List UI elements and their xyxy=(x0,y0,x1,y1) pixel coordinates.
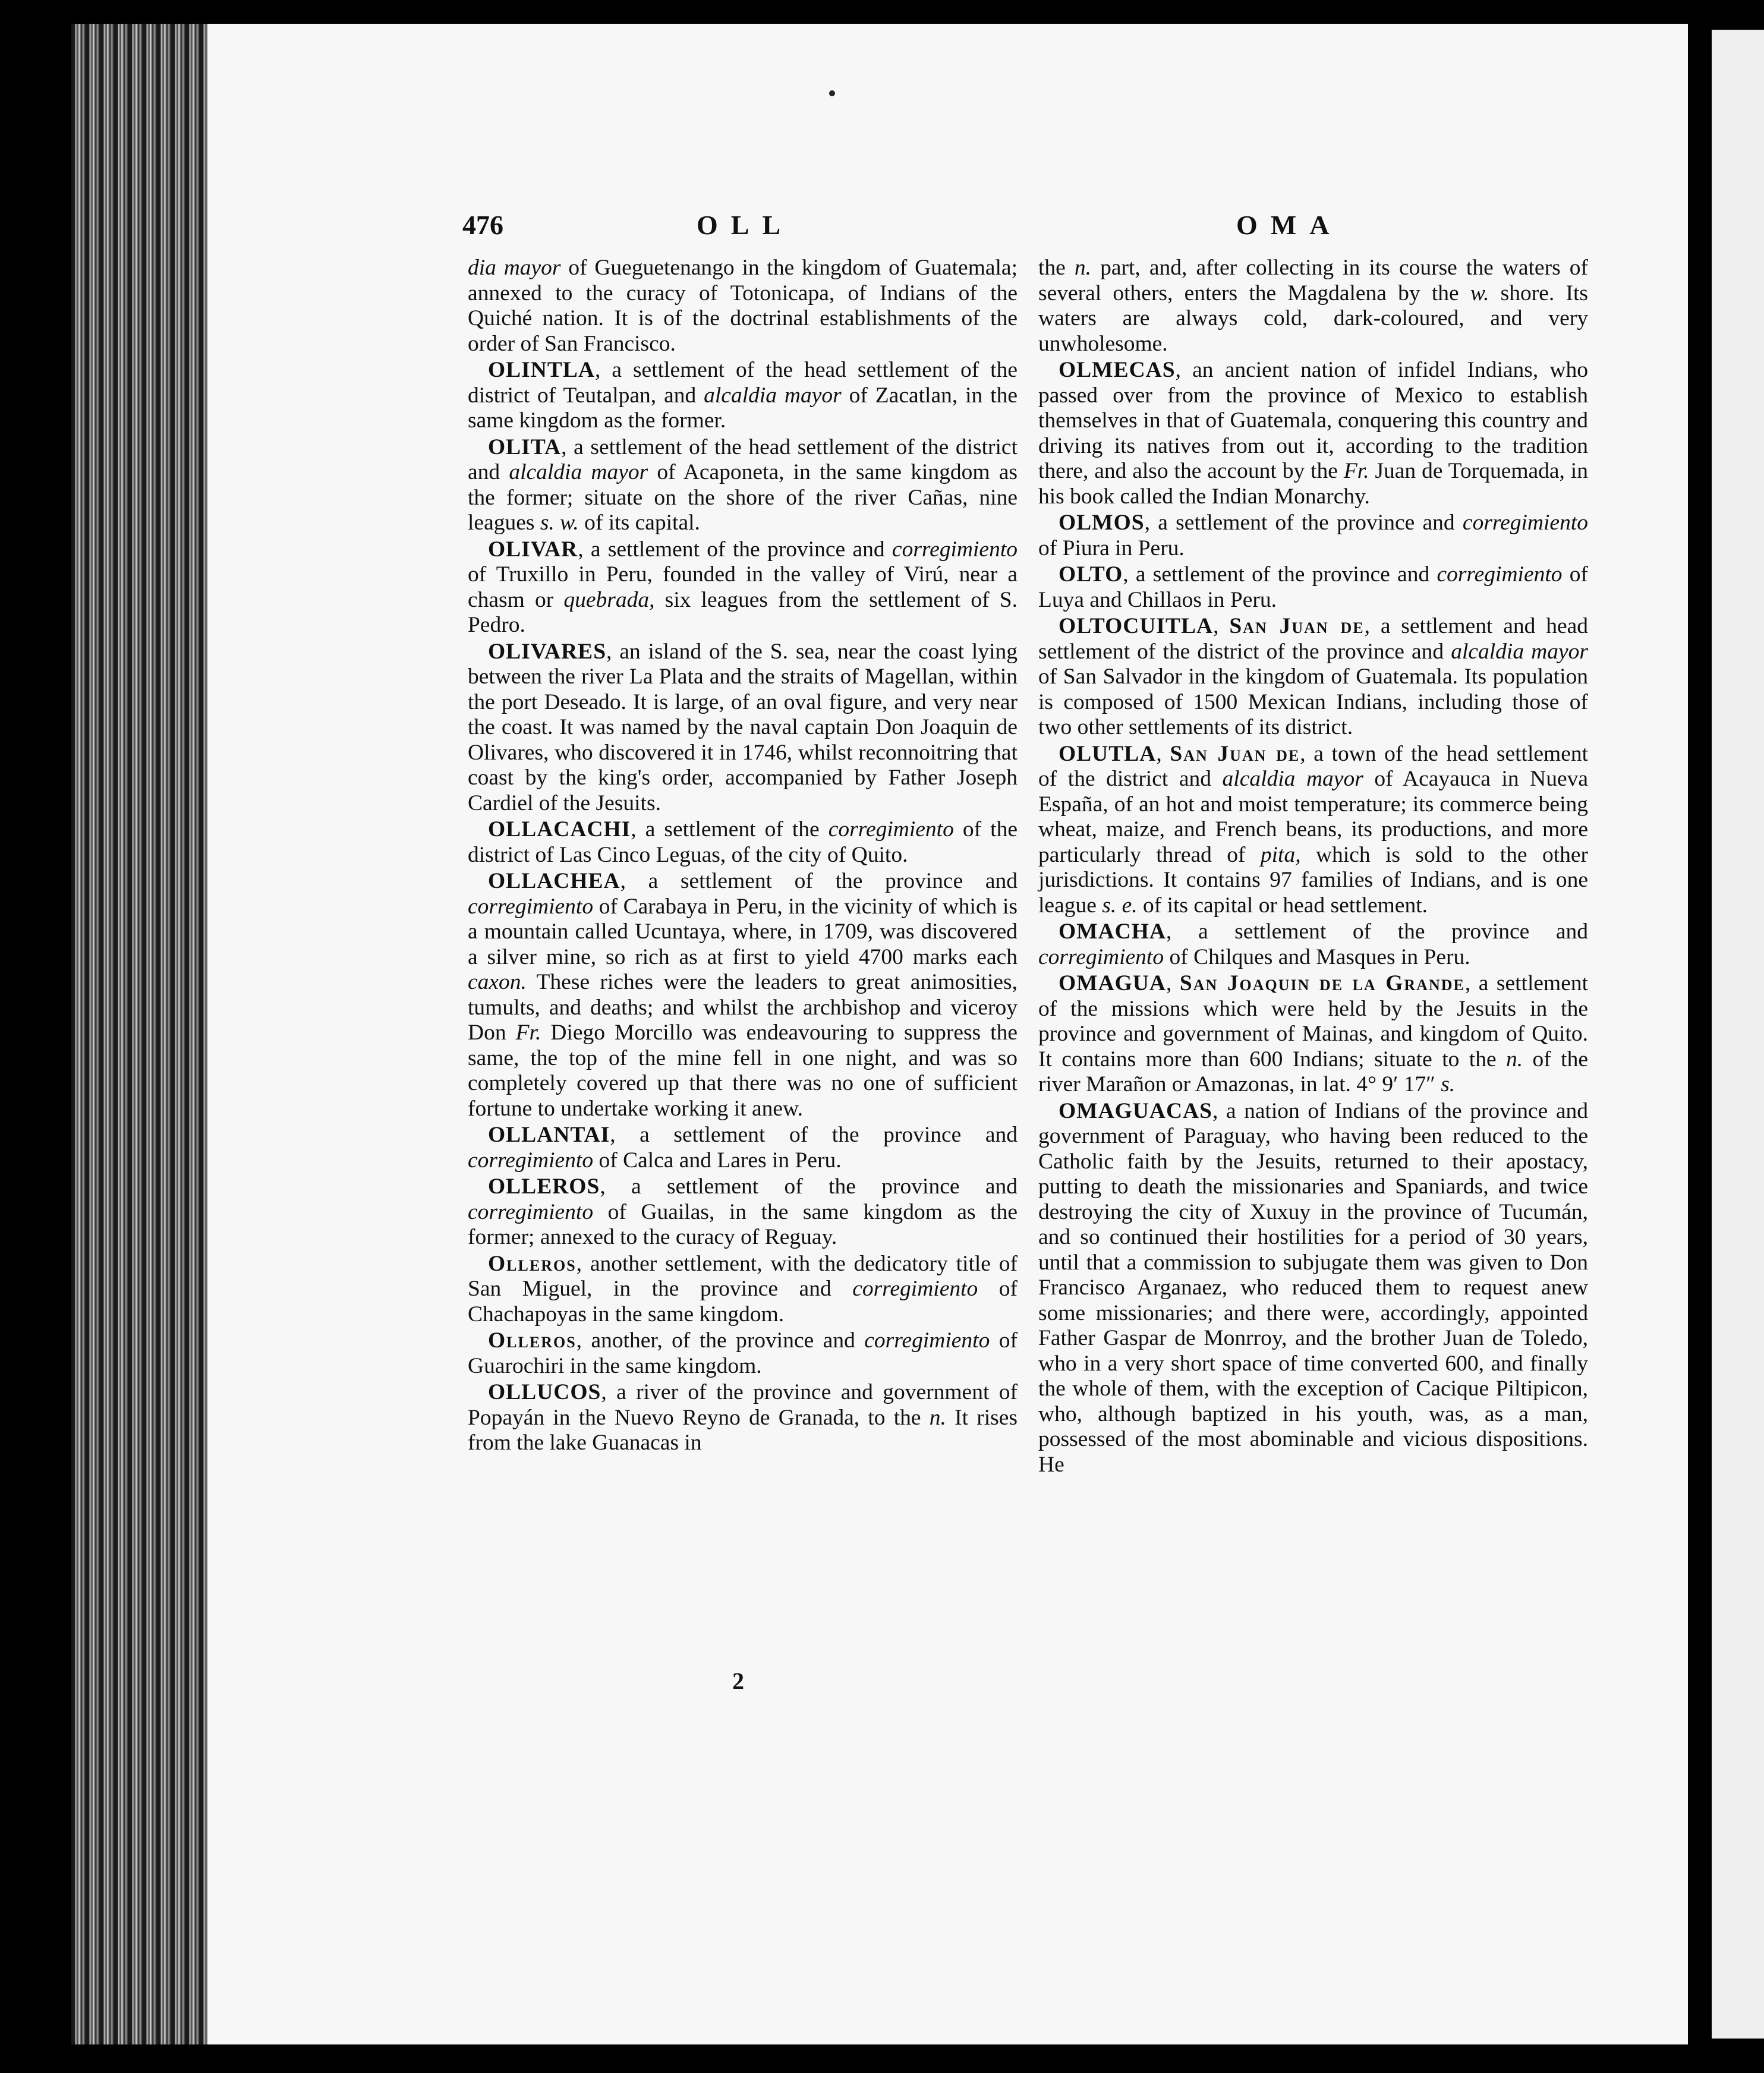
entry-headword: OLLUCOS xyxy=(488,1380,601,1404)
entry-text: , a river of the province and government of Popayán in the Nuevo Reyno de Granada, to the xyxy=(468,1380,1018,1430)
italic-term: Fr. xyxy=(1343,459,1369,483)
entry-text: , a settlement of the province and xyxy=(1166,919,1588,944)
italic-term: alcaldia mayor xyxy=(1451,639,1588,664)
italic-term: corregimiento xyxy=(468,894,594,919)
entry-text: , a settlement of the province and xyxy=(1123,562,1437,587)
entry-subhead: San Juan de xyxy=(1170,741,1300,766)
italic-term: corregimiento xyxy=(892,537,1018,562)
entry-headword: OLLEROS xyxy=(488,1174,600,1199)
dictionary-entry: OLTOCUITLA, San Juan de, a settlement and head settlement of the district of the province and alcaldia mayor of San Salvador in the kingdom of Guatemala. Its population is composed of 1500 Mexican Indians, including those of two other settlements of its district. xyxy=(1038,614,1589,739)
dictionary-entry xyxy=(1038,511,1588,561)
entry-text: six leagues from the settlement of S. Pedro. xyxy=(468,587,1018,637)
entry-text: It rises from the lake Guanacas in xyxy=(468,1405,1018,1455)
entry-headword: Olleros xyxy=(488,1328,577,1353)
entry-headword: OLITA xyxy=(488,434,562,459)
entry-text: of Carabaya in Peru, in the vicinity of which is a mountain called Ucuntaya, where, in 1709, was discovered a silver mine, so rich as at first to yield 4700 marks each xyxy=(468,894,1018,969)
entry-headword: OLLACACHI xyxy=(488,817,631,842)
dictionary-entry xyxy=(1038,1099,1588,1478)
dictionary-entry: OMAGUA, San Joaquin de la Grande, a settlement of the missions which were held by the Jesuits in the province and government of Mainas, and kingdom of Quito. It contains more than 600 Indians; situate to the n. of the river Marañon or Amazonas, in lat. 4° 9′ 17″ s. xyxy=(1038,971,1589,1097)
entry-text: , a settlement of the head settlement of the district and xyxy=(468,434,1018,484)
entry-subhead: San Joaquin de la Grande xyxy=(1179,971,1465,995)
entry-text: , another settlement, with the dedicatory title of San Miguel, in the province and xyxy=(468,1251,1018,1301)
dictionary-entry xyxy=(468,1174,1018,1250)
entry-text: which is sold to the other jurisdictions. It contains 97 families of Indians, and is one league xyxy=(1038,842,1588,918)
dictionary-entry xyxy=(468,1328,1018,1379)
dictionary-entry xyxy=(468,869,1018,1121)
entry-headword: OLIVARES xyxy=(488,639,607,664)
right-column xyxy=(1038,256,1588,1479)
italic-term: s. w. xyxy=(540,511,579,535)
italic-term: dia mayor xyxy=(468,256,561,280)
italic-term: pita, xyxy=(1260,842,1301,867)
dictionary-entry xyxy=(468,1123,1018,1173)
entry-text: of Piura in Peru. xyxy=(1038,535,1185,560)
italic-term: s. xyxy=(1441,1072,1456,1097)
italic-term: quebrada, xyxy=(563,587,655,612)
entry-text: Juan de Torquemada, in his book called the Indian Monarchy. xyxy=(1038,459,1588,509)
entry-text: of Acaponeta, in the same kingdom as the former; situate on the shore of the river Cañas, nine leagues xyxy=(468,460,1018,535)
italic-term: corregimiento xyxy=(864,1328,990,1353)
entry-text: These riches were the leaders to great animosities, tumults, and deaths; and whilst the archbishop and viceroy Don xyxy=(468,970,1018,1045)
running-head-right: OMA xyxy=(1236,210,1343,240)
scan-border-left xyxy=(0,0,71,2073)
dictionary-entry: OLUTLA, San Juan de, a town of the head settlement of the district and alcaldia mayor of Acayauca in Nueva España, of an hot and moist temperature; its commerce being wheat, maize, and French beans, its productions, and more particularly thread of pita, which is sold to the other jurisdictions. It contains 97 families of Indians, and is one league s. e. of its capital or head settlement. xyxy=(1038,741,1589,918)
italic-term: corregimiento xyxy=(468,1199,594,1224)
entry-headword: OMAGUA xyxy=(1059,971,1166,995)
entry-headword: OLINTLA xyxy=(488,358,595,382)
italic-term: w. xyxy=(1470,281,1489,305)
entry-text: , a nation of Indians of the province and government of Paraguay, who having been reduced to the Catholic faith by the Jesuits, returned to their apostacy, putting to death the missionaries and Spaniards, and twice destroying the city of Xuxuy in the province of Tucumán, and so continued their hostilities for a period of 30 years, until that a commission to subjugate them was given to Don Francisco Arganaez, who reduced them to request anew some missionaries; and there were, accordingly, appointed Father Gaspar de Monrroy, and the brother Juan de Toledo, who in a very short space of time converted 600, and finally the whole of them, with the exception of Cacique Piltipicon, who, although baptized in his youth, was, as a man, possessed of the most abominable and vicious dispositions. He xyxy=(1038,1098,1588,1477)
entry-headword: OLTO xyxy=(1059,562,1123,587)
italic-term: corregimiento xyxy=(1038,944,1164,969)
entry-text: of Zacatlan, in the same kingdom as the former. xyxy=(468,383,1018,433)
entry-text: , a settlement of the province and xyxy=(600,1174,1018,1199)
dictionary-entry xyxy=(468,256,1018,357)
running-head-left: OLL xyxy=(697,210,794,240)
entry-text: of its capital or head settlement. xyxy=(1137,893,1428,918)
page-number: 476 xyxy=(462,210,503,240)
entry-headword: OMAGUACAS xyxy=(1059,1098,1212,1123)
entry-text: part, and, after collecting in its course the waters of several others, enters the Magdalena by the xyxy=(1038,256,1588,305)
dictionary-entry xyxy=(468,435,1018,536)
left-column xyxy=(468,256,1018,1457)
italic-term: n. xyxy=(929,1405,946,1430)
entry-text: , a settlement of the province and xyxy=(610,1123,1018,1147)
dictionary-entry xyxy=(1038,358,1588,509)
entry-text: of Gueguetenango in the kingdom of Guatemala; annexed to the curacy of Totonicapa, of Indians of the Quiché nation. It is of the doctrinal establishments of the order of San Francisco. xyxy=(468,256,1018,356)
entry-text: of Truxillo in Peru, founded in the valley of Virú, near a chasm or xyxy=(468,562,1018,612)
entry-headword: OLTOCUITLA xyxy=(1059,614,1214,638)
entry-headword: OLLACHEA xyxy=(488,869,620,893)
italic-term: alcaldia mayor xyxy=(1222,767,1363,791)
entry-headword: OLMECAS xyxy=(1059,358,1176,382)
dictionary-entry xyxy=(1038,919,1588,970)
italic-term: corregimiento xyxy=(1462,511,1588,535)
entry-subhead: San Juan de xyxy=(1229,614,1365,638)
entry-text: the xyxy=(1038,256,1075,280)
ink-speck xyxy=(829,90,835,96)
entry-headword: OMACHA xyxy=(1059,919,1166,944)
italic-term: corregimiento xyxy=(1437,562,1563,587)
dictionary-entry xyxy=(468,358,1018,434)
entry-text: of Guarochiri in the same kingdom. xyxy=(468,1328,1018,1378)
entry-text: of Chachapoyas in the same kingdom. xyxy=(468,1277,1018,1327)
entry-text: of San Salvador in the kingdom of Guatemala. Its population is composed of 1500 Mexican Indians, including those of two other settlements of its district. xyxy=(1038,664,1588,739)
dictionary-entry xyxy=(468,817,1018,868)
entry-text: of the district of Las Cinco Leguas, of the city of Quito. xyxy=(468,817,1018,867)
entry-text: of Guailas, in the same kingdom as the former; annexed to the curacy of Reguay. xyxy=(468,1199,1018,1249)
italic-term: Fr. xyxy=(515,1020,541,1045)
entry-text: , another, of the province and xyxy=(576,1328,865,1353)
entry-text: of Calca and Lares in Peru. xyxy=(593,1148,842,1173)
entry-headword: Olleros xyxy=(488,1251,577,1276)
entry-text: of its capital. xyxy=(578,511,700,535)
italic-term: corregimiento xyxy=(828,817,954,842)
entry-text: of Acayauca in Nueva España, of an hot and moist temperature; its commerce being wheat, maize, and French beans, its productions, and more particularly thread of xyxy=(1038,767,1588,867)
entry-text: of the river Marañon or Amazonas, in lat. 4° 9′ 17″ xyxy=(1038,1047,1588,1097)
entry-text: , a settlement of the province and xyxy=(1144,511,1463,535)
entry-text: , a settlement of the province and xyxy=(578,537,892,562)
dictionary-entry xyxy=(468,1380,1018,1456)
book-page-edges xyxy=(71,24,208,2044)
entry-text: , a settlement of the missions which were held by the Jesuits in the province and government of Mainas, and kingdom of Quito. It contains more than 600 Indians; situate to the xyxy=(1038,971,1589,1072)
entry-text: of Luya and Chillaos in Peru. xyxy=(1038,562,1588,612)
entry-headword: OLIVAR xyxy=(488,537,578,562)
entry-text: of Chilques and Masques in Peru. xyxy=(1164,944,1470,969)
entry-text: , an ancient nation of infidel Indians, who passed over from the province of Mexico to establish themselves in that of Guatemala, conquering this country and driving its natives from out it, according to the tradition there, and also the account by the xyxy=(1038,358,1588,483)
dictionary-entry xyxy=(468,639,1018,817)
italic-term: alcaldia mayor xyxy=(704,383,842,408)
facing-page-edge xyxy=(1712,30,1764,2039)
italic-term: s. e. xyxy=(1102,893,1138,918)
entry-text: Diego Morcillo was endeavouring to suppress the same, the top of the mine fell in one night, and was so completely covered up that there was no one of sufficient fortune to undertake working it anew. xyxy=(468,1020,1018,1121)
entry-headword: OLMOS xyxy=(1059,511,1145,535)
entry-text: , a town of the head settlement of the district and xyxy=(1038,741,1589,791)
signature-mark: 2 xyxy=(732,1668,744,1694)
entry-text: , an island of the S. sea, near the coast lying between the river La Plata and the straits of Magellan, within the port Deseado. It is large, of an oval figure, and very near the coast. It was named by the naval captain Don Joaquin de Olivares, who discovered it in 1746, whilst reconnoitring that coast by the king's order, accompanied by Father Joseph Cardiel of the Jesuits. xyxy=(468,639,1018,815)
italic-term: corregimiento xyxy=(852,1277,978,1301)
entry-headword: OLUTLA xyxy=(1059,741,1157,766)
italic-term: n. xyxy=(1506,1047,1523,1072)
entry-headword: OLLANTAI xyxy=(488,1123,610,1147)
dictionary-entry xyxy=(468,537,1018,638)
entry-text: , a settlement of the province and xyxy=(620,869,1018,893)
italic-term: corregimiento xyxy=(468,1148,594,1173)
dictionary-entry xyxy=(1038,256,1588,357)
italic-term: alcaldia mayor xyxy=(509,460,648,484)
entry-text: , a settlement and head settlement of the district of the province and xyxy=(1038,614,1589,664)
italic-term: caxon. xyxy=(468,970,527,994)
dictionary-entry xyxy=(1038,562,1588,613)
dictionary-entry xyxy=(468,1252,1018,1328)
italic-term: n. xyxy=(1074,256,1092,280)
entry-text: shore. Its waters are always cold, dark-coloured, and very unwholesome. xyxy=(1038,281,1588,356)
entry-text: , a settlement of the xyxy=(631,817,829,842)
entry-text: , a settlement of the head settlement of the district of Teutalpan, and xyxy=(468,358,1018,408)
